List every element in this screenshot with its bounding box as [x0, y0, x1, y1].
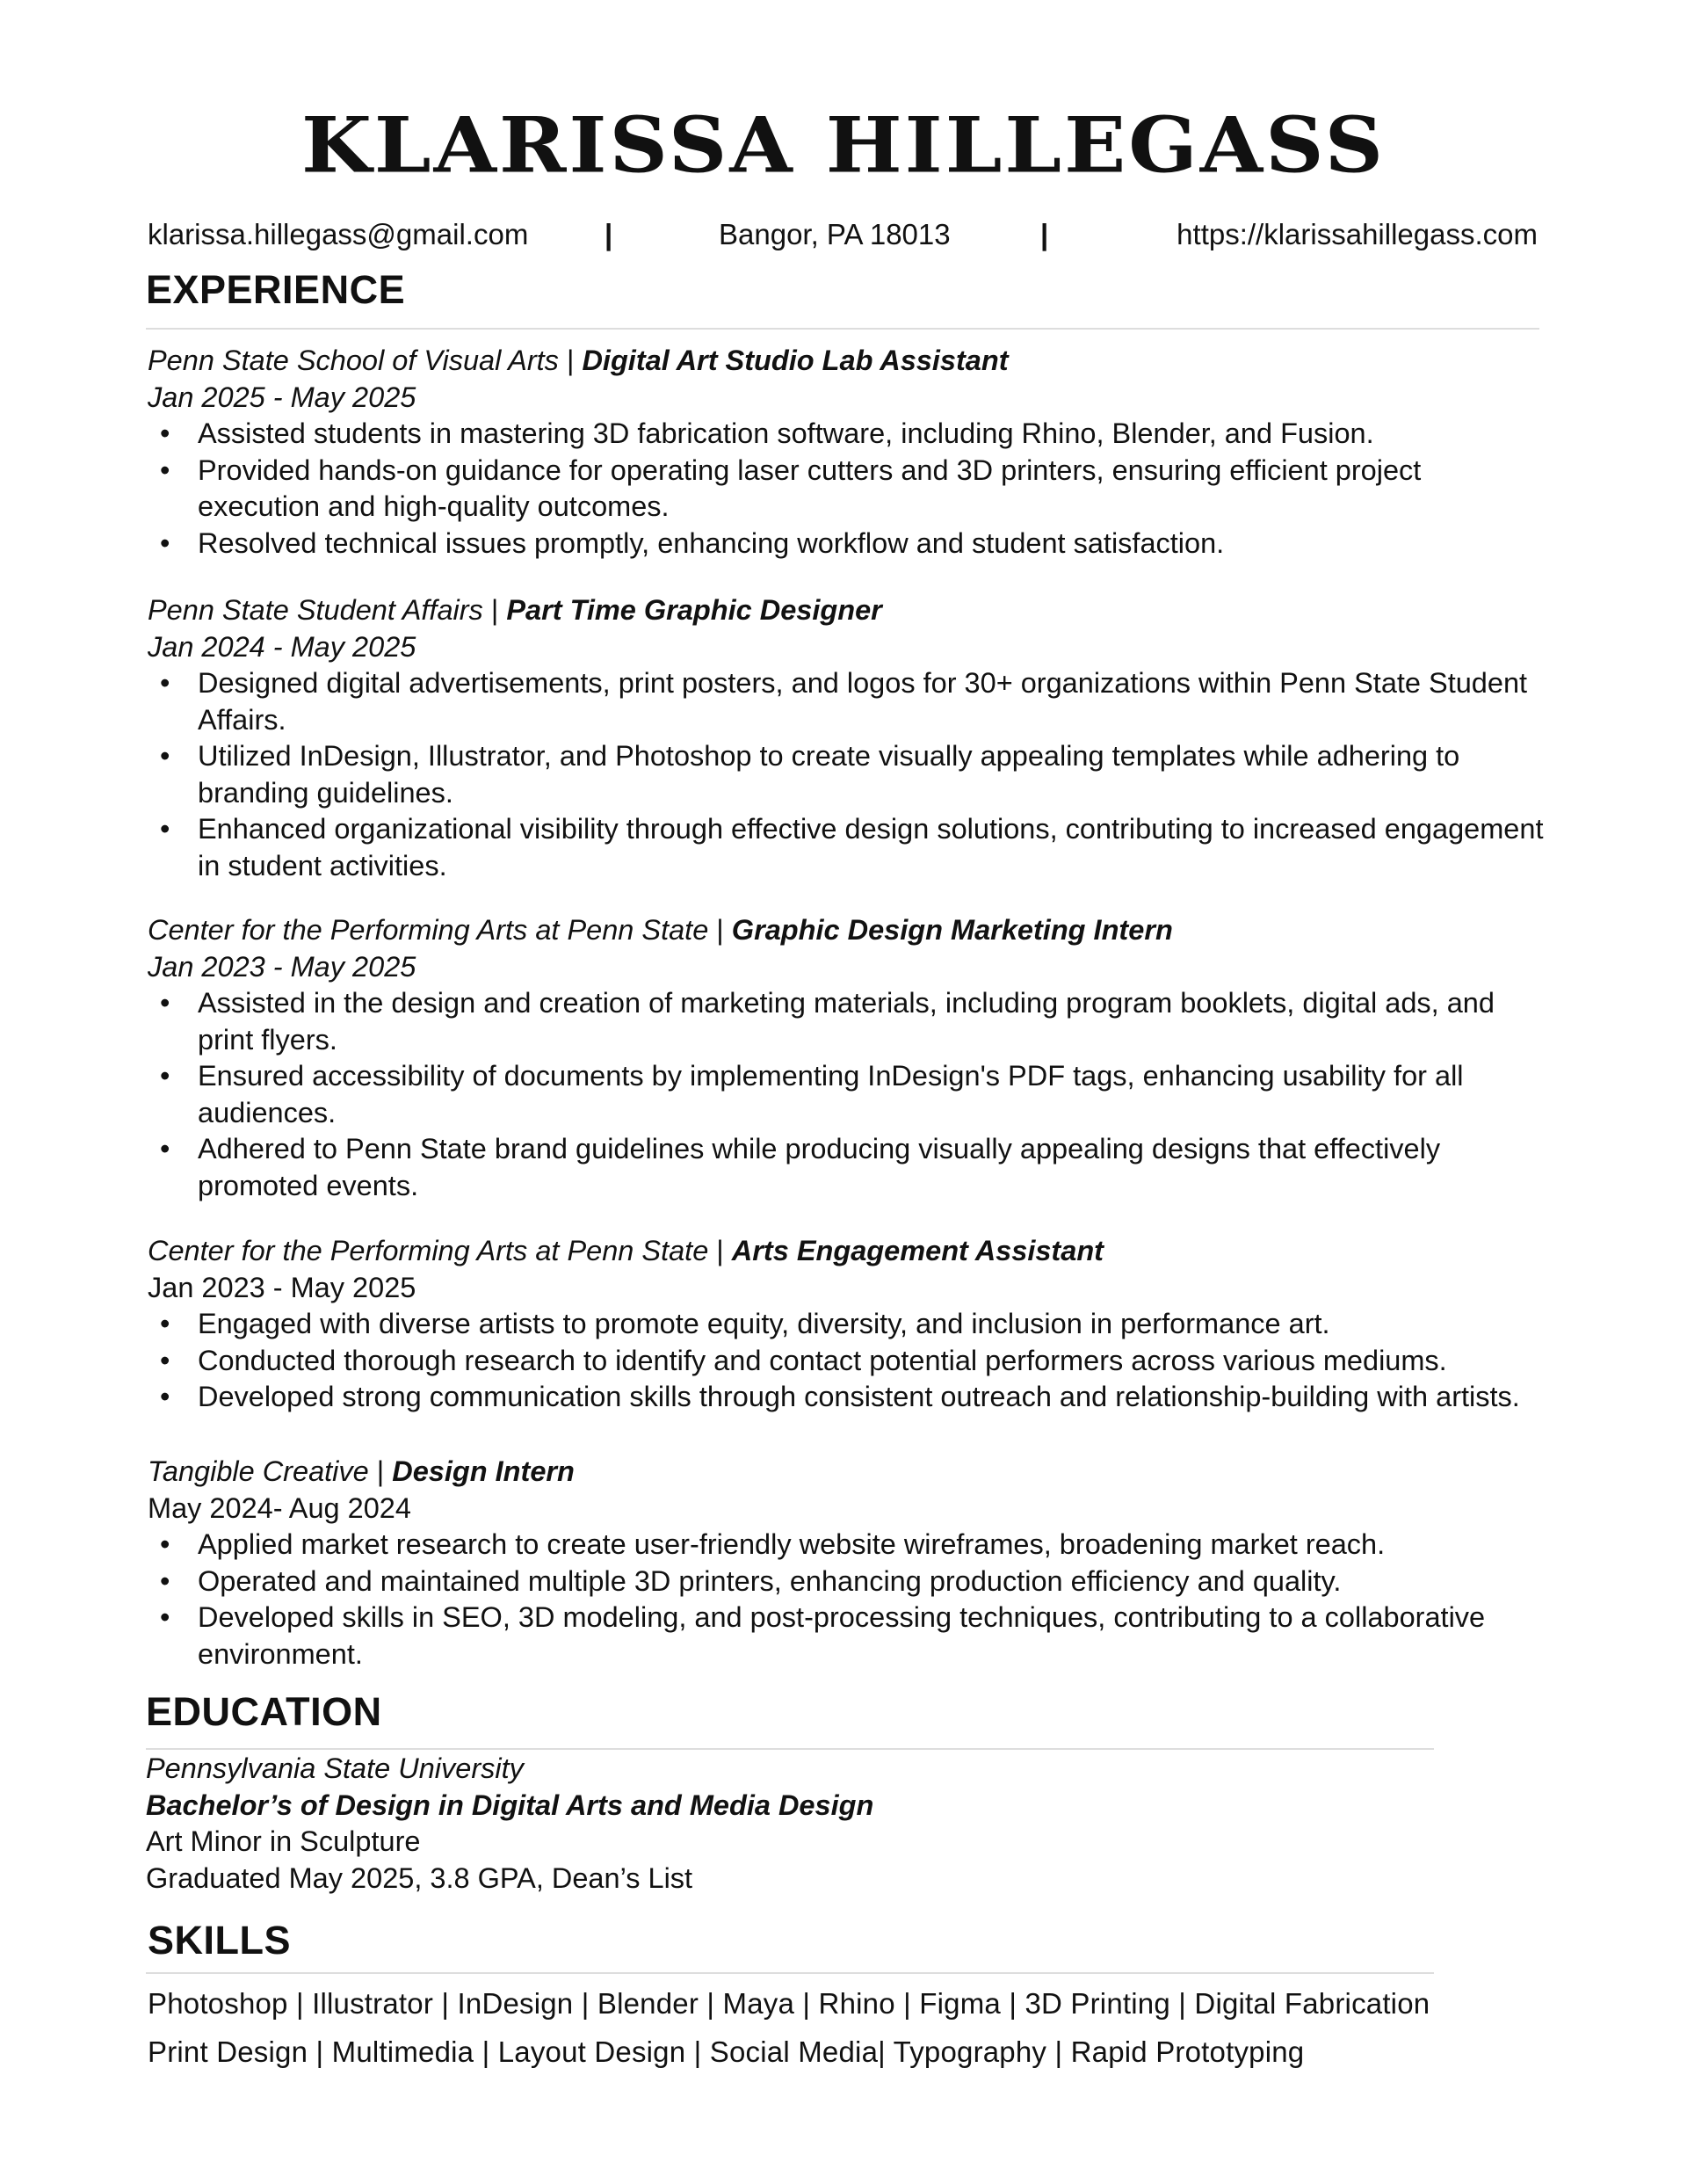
job-dates: Jan 2025 - May 2025 — [148, 381, 416, 413]
title-separator: | — [708, 1235, 732, 1266]
bullet-item: • Assisted in the design and creation of marketing materials, including program booklets, digital ads, and print flyers. — [148, 985, 1545, 1058]
bullet-item: • Developed strong communication skills through consistent outreach and relationship-building with artists. — [148, 1379, 1545, 1416]
title-separator: | — [708, 914, 732, 946]
bullet-item: • Designed digital advertisements, print posters, and logos for 30+ organizations within Penn State Student Affairs. — [148, 665, 1545, 738]
job-dates: May 2024- Aug 2024 — [148, 1491, 411, 1524]
skills-heading: SKILLS — [148, 1918, 292, 1963]
job-bullets — [148, 1527, 1545, 1672]
experience-heading: EXPERIENCE — [146, 267, 406, 312]
contact-line — [148, 213, 1538, 257]
job-title: Design Intern — [392, 1455, 575, 1487]
bullet-item: • Engaged with diverse artists to promote equity, diversity, and inclusion in performance art. — [148, 1306, 1545, 1343]
bullet-item: • Assisted students in mastering 3D fabrication software, including Rhino, Blender, and Fusion. — [148, 416, 1545, 453]
job-dates: Jan 2023 - May 2025 — [148, 1271, 416, 1303]
employer: Center for the Performing Arts at Penn State — [148, 914, 709, 946]
employer: Tangible Creative — [148, 1455, 369, 1487]
bullet-item: • Developed skills in SEO, 3D modeling, and post-processing techniques, contributing to a collaborative environment. — [148, 1600, 1545, 1672]
job-bullets — [148, 1306, 1545, 1416]
job-title: Arts Engagement Assistant — [731, 1235, 1104, 1266]
education-entry — [146, 1751, 1517, 1897]
degree: Bachelor’s of Design in Digital Arts and Media Design — [146, 1789, 874, 1821]
bullet-item: • Conducted thorough research to identify and contact potential performers across various mediums. — [148, 1343, 1545, 1380]
job-dates: Jan 2023 - May 2025 — [148, 950, 416, 983]
bullet-item: • Resolved technical issues promptly, enhancing workflow and student satisfaction. — [148, 526, 1545, 562]
email-link[interactable]: klarissa.hillegass@gmail.com — [148, 218, 529, 250]
skills-line: Print Design | Multimedia | Layout Design | Social Media| Typography | Rapid Prototyping — [148, 2035, 1305, 2068]
section-divider — [146, 1748, 1434, 1750]
job-bullets — [148, 416, 1545, 562]
education-heading: EDUCATION — [146, 1689, 382, 1734]
bullet-item: • Ensured accessibility of documents by implementing InDesign's PDF tags, enhancing usability for all audiences. — [148, 1058, 1545, 1131]
website-link[interactable]: https://klarissahillegass.com — [1177, 218, 1538, 250]
employer: Center for the Performing Arts at Penn State — [148, 1235, 709, 1266]
bullet-item: • Provided hands-on guidance for operating laser cutters and 3D printers, ensuring efficient project execution and high-quality outcomes. — [148, 453, 1545, 526]
section-divider — [146, 328, 1539, 330]
bullet-item: • Operated and maintained multiple 3D printers, enhancing production efficiency and quality. — [148, 1564, 1545, 1600]
title-separator: | — [368, 1455, 393, 1487]
experience-entry — [148, 592, 1545, 884]
candidate-name: KLARISSA HILLEGASS — [300, 99, 1387, 191]
location: Bangor, PA 18013 — [719, 218, 951, 250]
contact-separator: | — [1040, 218, 1049, 250]
title-separator: | — [482, 594, 507, 626]
experience-entry — [148, 912, 1545, 1204]
minor: Art Minor in Sculpture — [146, 1825, 421, 1857]
job-title: Digital Art Studio Lab Assistant — [582, 345, 1009, 376]
bullet-item: • Enhanced organizational visibility through effective design solutions, contributing to increased engagement in student activities. — [148, 811, 1545, 884]
bullet-item: • Utilized InDesign, Illustrator, and Photoshop to create visually appealing templates while adhering to branding guidelines. — [148, 738, 1545, 811]
job-bullets — [148, 985, 1545, 1204]
job-dates: Jan 2024 - May 2025 — [148, 630, 416, 663]
job-title: Graphic Design Marketing Intern — [731, 914, 1173, 946]
bullet-item: • Adhered to Penn State brand guidelines while producing visually appealing designs that effectively promoted events. — [148, 1131, 1545, 1204]
contact-separator: | — [605, 218, 613, 250]
experience-entry — [148, 343, 1545, 562]
school-name: Pennsylvania State University — [146, 1752, 524, 1784]
graduation-details: Graduated May 2025, 3.8 GPA, Dean’s List — [146, 1861, 693, 1894]
employer: Penn State Student Affairs — [148, 594, 483, 626]
job-title: Part Time Graphic Designer — [506, 594, 882, 626]
bullet-item: • Applied market research to create user-friendly website wireframes, broadening market reach. — [148, 1527, 1545, 1564]
section-divider — [146, 1972, 1434, 1974]
skills-list — [148, 1979, 1536, 2076]
experience-entry — [148, 1233, 1545, 1416]
experience-entry — [148, 1454, 1545, 1672]
job-bullets — [148, 665, 1545, 884]
skills-line: Photoshop | Illustrator | InDesign | Blender | Maya | Rhino | Figma | 3D Printing | Digital Fabrication — [148, 1987, 1430, 2020]
title-separator: | — [558, 345, 583, 376]
employer: Penn State School of Visual Arts — [148, 345, 559, 376]
